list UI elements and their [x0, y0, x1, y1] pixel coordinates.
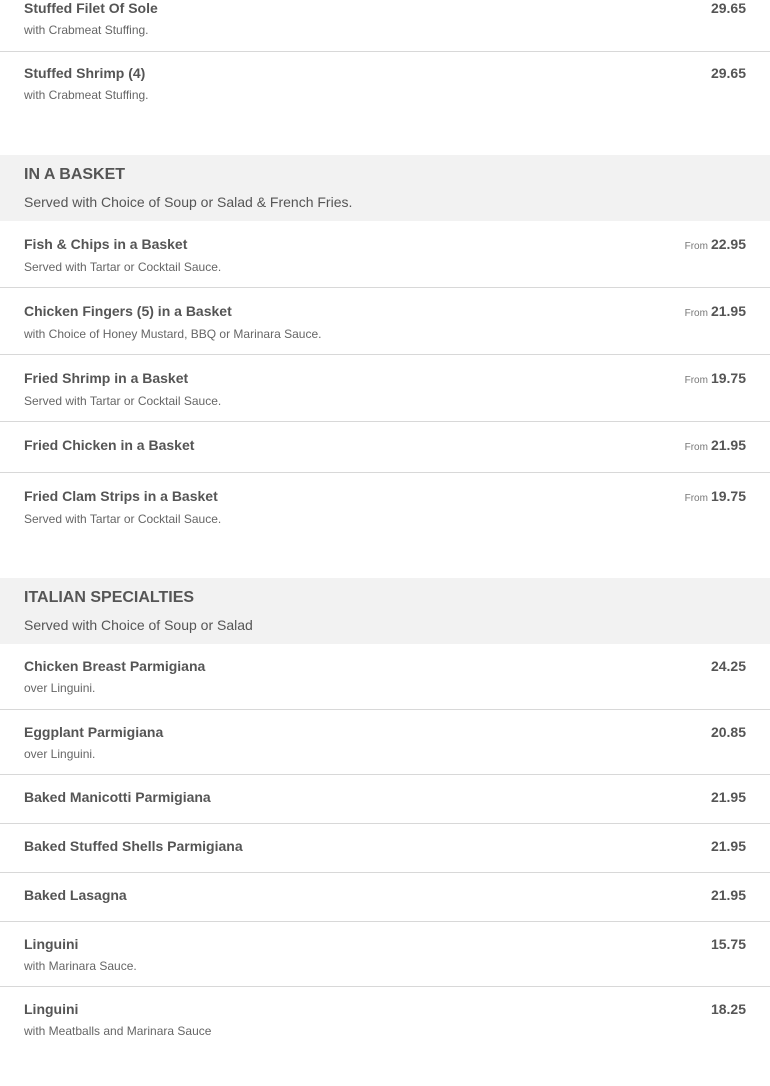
menu-item-price-wrap — [685, 488, 746, 506]
menu-item-price: 15.75 — [710, 936, 746, 952]
section-header — [0, 155, 770, 221]
section-header — [0, 578, 770, 644]
price-from-label: From — [684, 375, 708, 386]
menu-item-price-wrap — [685, 370, 746, 388]
menu-item-linguini-meatballs[interactable] — [0, 987, 770, 1052]
menu-item-price: 22.95 — [710, 236, 746, 252]
price-from-label: From — [684, 442, 708, 453]
menu-item-price: 19.75 — [710, 488, 746, 504]
menu-item-name: Eggplant Parmigiana — [24, 724, 164, 740]
menu-item-baked-manicotti-parmigiana[interactable] — [0, 775, 770, 824]
menu-item-price: 20.85 — [710, 724, 746, 740]
menu-item-chicken-breast-parmigiana[interactable] — [0, 644, 770, 710]
menu-item-name: Linguini — [24, 936, 79, 952]
menu-item-price-wrap — [711, 936, 746, 954]
menu-item-price-wrap — [711, 658, 746, 676]
section-subtitle: Served with Choice of Soup or Salad & French Fries. — [24, 194, 353, 210]
menu-item-price-wrap — [711, 724, 746, 742]
menu-section-italian-specialties — [0, 578, 770, 1052]
menu-item-name: Stuffed Filet Of Sole — [24, 0, 158, 16]
menu-item-description: over Linguini. — [24, 747, 96, 761]
menu-item-description: with Crabmeat Stuffing. — [24, 88, 149, 102]
menu-item-linguini-marinara[interactable] — [0, 922, 770, 987]
section-title: ITALIAN SPECIALTIES — [24, 589, 195, 606]
menu-item-price: 21.95 — [710, 437, 746, 453]
menu-item-price-wrap — [711, 789, 746, 807]
menu-item-price: 21.95 — [710, 838, 746, 854]
menu-item-chicken-fingers[interactable] — [0, 288, 770, 355]
menu-item-fish-and-chips[interactable] — [0, 221, 770, 288]
menu-item-price-wrap — [711, 887, 746, 905]
menu-item-price: 29.65 — [710, 65, 746, 81]
menu-item-fried-shrimp[interactable] — [0, 355, 770, 422]
menu-item-price-wrap — [711, 1001, 746, 1019]
menu-item-price-wrap — [685, 437, 746, 455]
menu-item-name: Chicken Fingers (5) in a Basket — [24, 303, 232, 319]
menu-item-baked-stuffed-shells-parmigiana[interactable] — [0, 824, 770, 873]
menu-item-baked-lasagna[interactable] — [0, 873, 770, 922]
menu-item-price: 24.25 — [710, 658, 746, 674]
menu-item-name: Fried Clam Strips in a Basket — [24, 488, 218, 504]
menu-item-name: Fried Chicken in a Basket — [24, 437, 195, 453]
menu-item-description: Served with Tartar or Cocktail Sauce. — [24, 260, 222, 274]
section-subtitle: Served with Choice of Soup or Salad — [24, 617, 253, 633]
menu-item-name: Baked Lasagna — [24, 887, 127, 903]
menu-item-eggplant-parmigiana[interactable] — [0, 710, 770, 775]
menu-item-price-wrap — [711, 65, 746, 83]
menu-item-fried-clam-strips[interactable] — [0, 473, 770, 578]
menu-item-price: 18.25 — [710, 1001, 746, 1017]
menu-item-price-wrap — [685, 236, 746, 254]
menu-item-description: over Linguini. — [24, 681, 96, 695]
menu-item-description: with Meatballs and Marinara Sauce — [24, 1024, 212, 1038]
menu-item-name: Stuffed Shrimp (4) — [24, 65, 146, 81]
menu-item-stuffed-shrimp[interactable] — [0, 52, 770, 155]
menu-item-description: with Marinara Sauce. — [24, 959, 137, 973]
menu-item-name: Linguini — [24, 1001, 79, 1017]
menu-section-in-a-basket — [0, 155, 770, 578]
menu-item-fried-chicken[interactable] — [0, 422, 770, 473]
menu-item-price: 21.95 — [710, 887, 746, 903]
menu-item-price-wrap — [685, 303, 746, 321]
price-from-label: From — [684, 241, 708, 252]
menu-item-description: Served with Tartar or Cocktail Sauce. — [24, 512, 222, 526]
menu-item-name: Fried Shrimp in a Basket — [24, 370, 189, 386]
menu-section-seafood — [0, 0, 770, 155]
menu-item-name: Fish & Chips in a Basket — [24, 236, 188, 252]
menu-item-price: 19.75 — [710, 370, 746, 386]
menu-item-price-wrap — [711, 838, 746, 856]
menu-item-name: Baked Stuffed Shells Parmigiana — [24, 838, 243, 854]
menu-item-description: with Crabmeat Stuffing. — [24, 23, 149, 37]
menu-item-price-wrap — [711, 0, 746, 18]
menu-item-name: Chicken Breast Parmigiana — [24, 658, 206, 674]
menu-item-name: Baked Manicotti Parmigiana — [24, 789, 211, 805]
menu-item-price: 21.95 — [710, 789, 746, 805]
price-from-label: From — [684, 308, 708, 319]
menu-item-description: Served with Tartar or Cocktail Sauce. — [24, 394, 222, 408]
menu-item-description: with Choice of Honey Mustard, BBQ or Marinara Sauce. — [24, 327, 322, 341]
price-from-label: From — [684, 493, 708, 504]
menu-item-price: 21.95 — [710, 303, 746, 319]
section-title: IN A BASKET — [24, 166, 126, 183]
menu-item-stuffed-filet-of-sole[interactable] — [0, 0, 770, 52]
menu-item-price: 29.65 — [710, 0, 746, 16]
